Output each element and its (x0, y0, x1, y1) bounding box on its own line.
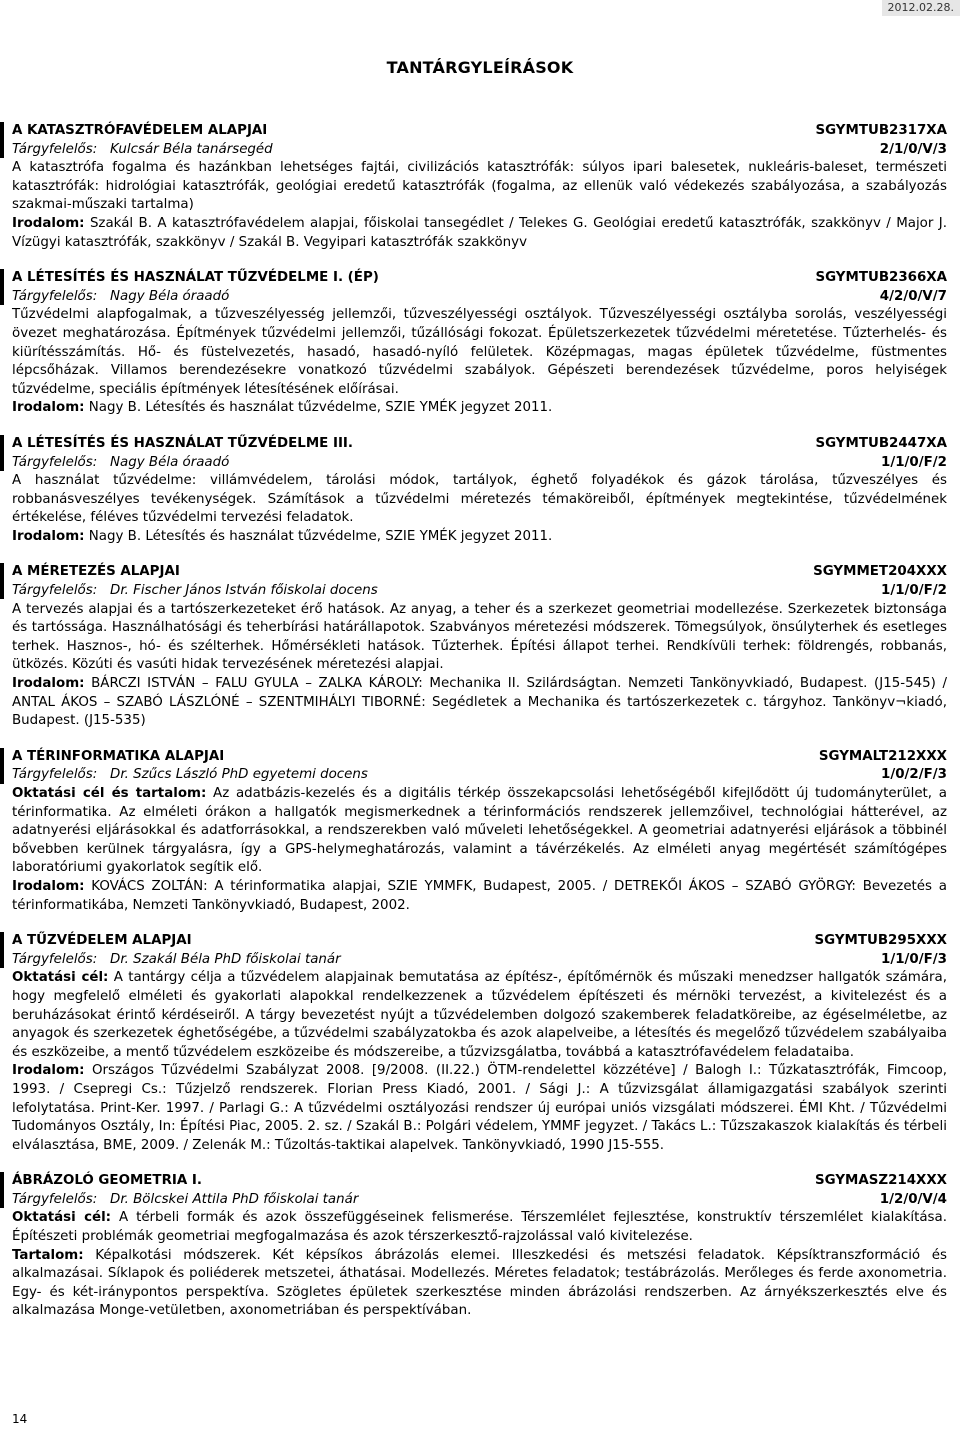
course-header-row (12, 122, 947, 141)
course-responsible-row (12, 1191, 947, 1210)
paragraph-text: A használat tűzvédelme: villámvédelem, tárolási módok, tartályok, éghető folyadékok és gázok tárolása, tűzveszélyes és robbanásveszélyes tevékenységek. Számítások a tűzvédelmi méretezés témaköreiből, építmények megtekintése, tűzvédelmének értékelése, féléves tűzvédelmi tervezési feladatok. (12, 473, 947, 526)
course-code: SGYMTUB2317XA (815, 123, 947, 138)
course-code: SGYMMET204XXX (813, 564, 947, 580)
paragraph-text: A tervezés alapjai és a tartószerkezeteket érő hatások. Az anyag, a teher és a szerkezet geometriai modellezése. Szerkezetek biztonsága és tartóssága. Használhatósági és teherbírási határállapotok. Szabványos méretezési módszerek. Tömegsúlyok, önsúlyterhek és esetleges terhek. Hasznos-, hó- és szélterhek. Hőmérsékleti hatások. Tűzterhek. Építési állapot terhei. Rendkívüli terhek: földrengés, robbanás, ütközés. Közúti és vasúti hidak tervezésének méretezési alapjai. (12, 601, 947, 673)
course-labeled-paragraph (12, 399, 947, 418)
course-description (12, 601, 947, 675)
course-header-row (12, 748, 947, 767)
paragraph-text: Nagy B. Létesítés és használat tűzvédelme, SZIE YMÉK jegyzet 2011. (88, 528, 553, 544)
course-header-row (12, 932, 947, 951)
paragraph-text: A tantárgy célja a tűzvédelem alapjainak bemutatása az építész-, építőmérnök és műszaki menedzser hallgatók számára, hogy megfelelő elméleti és gyakorlati alapokkal rendelkezzenek a tűzvédelem építészeti és mérnöki tervezést, a kivitelezést és a beruházásokat érintő kérdéseiről. A tárgy bevezetést nyújt a tűzvédelemben dolgozó szakemberek feladatköreibe, az égéselméletbe, az anyagok és szerkezetek éghetőségébe, a tűzvédelmi szabályzatokba és azok alapelveibe, a létesítés és megelőző tűzvédelem szabályaiba és eszközeibe, a mentő tűzvédelem eszközeibe és módszereibe, a tűzvizsgálatba, továbbá a katasztrófavédelem feladataiba. (12, 970, 947, 1060)
paragraph-label: Irodalom: (12, 400, 85, 416)
course-responsible-row (12, 766, 947, 785)
responsible-name: Dr. Szűcs László PhD egyetemi docens (110, 767, 368, 783)
course-responsible (12, 141, 273, 160)
paragraph-label: Irodalom: (12, 215, 85, 231)
course-title: A TŰZVÉDELEM ALAPJAI (12, 933, 192, 949)
responsible-name: Nagy Béla óraadó (110, 454, 230, 470)
print-date: 2012.02.28. (882, 0, 960, 16)
paragraph-text: A térbeli formák és azok összefüggéseinek felismerése. Térszemlélet fejlesztése, konstruktív térszemlélet kialakítása. Építészeti problémák geometriai megfogalmazása és azok térszerkesztő-rajzolással való kivitelezése. (12, 1210, 947, 1245)
paragraph-label: Irodalom: (12, 1063, 85, 1079)
responsible-name: Kulcsár Béla tanársegéd (110, 141, 273, 157)
course-code: SGYMTUB2447XA (815, 435, 947, 451)
paragraph-label: Irodalom: (12, 676, 85, 692)
course-description (12, 159, 947, 215)
course-description (12, 472, 947, 528)
course-labeled-paragraph (12, 675, 947, 731)
course-credits: 1/1/0/F/2 (881, 583, 947, 599)
responsible-name: Dr. Szakál Béla PhD főiskolai tanár (110, 951, 341, 967)
paragraph-text: Szakál B. A katasztrófavédelem alapjai, főiskolai tansegédlet / Telekes G. Geológiai eredetű katasztrófák, szakkönyv / Major J. Vízügyi katasztrófák, szakkönyv / Szakál B. Vegyipari katasztrófák szakkönyv (12, 215, 947, 250)
course-section (12, 435, 947, 547)
course-credits: 1/1/0/F/2 (881, 454, 947, 470)
paragraph-label: Oktatási cél és tartalom: (12, 786, 207, 801)
course-title: ÁBRÁZOLÓ GEOMETRIA I. (12, 1173, 202, 1189)
course-title: A MÉRETEZÉS ALAPJAI (12, 564, 180, 580)
responsible-label: Tárgyfelelős: (12, 141, 98, 157)
course-labeled-paragraph (12, 785, 947, 878)
course-list (12, 122, 947, 1338)
course-title: A LÉTESÍTÉS ÉS HASZNÁLAT TŰZVÉDELME I. (ÉP) (12, 270, 379, 286)
paragraph-label: Tartalom: (12, 1247, 84, 1263)
course-section (12, 1172, 947, 1321)
course-credits: 1/0/2/F/3 (881, 767, 947, 783)
responsible-label: Tárgyfelelős: (12, 454, 98, 470)
course-section (12, 932, 947, 1155)
course-title: A LÉTESÍTÉS ÉS HASZNÁLAT TŰZVÉDELME III. (12, 435, 353, 451)
course-header-row (12, 563, 947, 582)
course-labeled-paragraph (12, 1062, 947, 1155)
course-responsible-row (12, 454, 947, 473)
responsible-label: Tárgyfelelős: (12, 1191, 98, 1207)
course-section (12, 563, 947, 730)
course-labeled-paragraph (12, 215, 947, 252)
paragraph-label: Oktatási cél: (12, 1210, 112, 1226)
course-responsible-row (12, 288, 947, 307)
paragraph-label: Irodalom: (12, 878, 85, 894)
paragraph-text: KOVÁCS ZOLTÁN: A térinformatika alapjai, SZIE YMMFK, Budapest, 2005. / DETREKŐI ÁKOS – SZABÓ GYÖRGY: Bevezetés a térinformatikába, Nemzeti Tankönyvkiadó, Budapest, 2002. (12, 878, 947, 913)
responsible-label: Tárgyfelelős: (12, 288, 98, 304)
course-description (12, 306, 947, 399)
paragraph-label: Oktatási cél: (12, 970, 109, 986)
responsible-label: Tárgyfelelős: (12, 583, 98, 599)
paragraph-text: Az adatbázis-kezelés és a digitális térkép összekapcsolási lehetőségéből kifejlődött új tudományterület, a térinformatika. Az elméleti órákon a hallgatók megismerkednek a térinformációs rendszerek jellemzőivel, technológiai hátterével, az adatnyerési eljárásokkal és adatforrásokkal, a rendszerekben való műveleti lehetőségekkel. A geometriai adatnyerési eljárások a többinél bővebben kerülnek tárgyalásra, így a GPS-helymeghatározás, valamint a távérzékelés. Az elméleti anyag megértését számítógépes laboratóriumi gyakorlatok segítik elő. (12, 786, 947, 876)
page-title: TANTÁRGYLEÍRÁSOK (386, 58, 574, 77)
paragraph-text: Nagy B. Létesítés és használat tűzvédelme, SZIE YMÉK jegyzet 2011. (88, 400, 553, 416)
course-code: SGYMTUB2366XA (815, 270, 947, 286)
course-credits: 4/2/0/V/7 (879, 288, 947, 304)
course-responsible (12, 951, 341, 970)
course-responsible-row (12, 141, 947, 160)
course-title: A TÉRINFORMATIKA ALAPJAI (12, 748, 225, 764)
page-number: 14 (12, 1412, 28, 1426)
course-credits: 1/2/0/V/4 (879, 1191, 947, 1207)
responsible-name: Nagy Béla óraadó (110, 288, 230, 304)
course-title: A KATASZTRÓFAVÉDELEM ALAPJAI (12, 123, 268, 138)
course-labeled-paragraph (12, 1247, 947, 1321)
course-responsible (12, 1191, 358, 1210)
paragraph-label: Irodalom: (12, 528, 85, 544)
course-labeled-paragraph (12, 528, 947, 547)
paragraph-text: Országos Tűzvédelmi Szabályzat 2008. [9/2008. (II.22.) ÖTM-rendelettel közzétéve] / Balogh I.: Tűzkatasztrófák, Fimcoop, 1993. / Csepregi Cs.: Tűzjelző rendszerek. Florian Press Kiadó, 2001. / Sági J.: A tűzvizsgálat államigazgatási szabályok szerinti lefolytatása. Print-Ker. 1997. / Parlagi G.: A tűzvédelmi osztályozási rendszer új európai uniós vizsgálati módszerei. ÉMI Kht. / Tűzvédelmi Tudományos Osztály, In: Építési Piac, 2005. 2. sz. / Szakál B.: Polgári védelem, YMMF jegyzet. / Takács L.: Tűzszakaszok kialakítás és térbeli elválasztása, BME, 2009. / Zelenák M.: Tűzoltás-taktikai alapelvek. Tankönyvkiadó, 1990 J15-555. (12, 1063, 947, 1153)
course-header-row (12, 435, 947, 454)
paragraph-text: BÁRCZI ISTVÁN – FALU GYULA – ZALKA KÁROLY: Mechanika II. Szilárdságtan. Nemzeti Tankönyvkiadó, Budapest. (J15-545) / ANTAL ÁKOS – SZABÓ LÁSZLÓNÉ – SZENTMIHÁLYI TIBORNÉ: Segédletek a Mechanika és tartószerkezetek c. tárgyhoz. Tankönyv¬kiadó, Budapest. (J15-535) (12, 676, 947, 729)
course-code: SGYMTUB295XXX (814, 933, 947, 949)
responsible-label: Tárgyfelelős: (12, 951, 98, 967)
paragraph-text: Képalkotási módszerek. Két képsíkos ábrázolás elemei. Illeszkedési és metszési feladatok. Képsíktranszformáció és alkalmazásai. Síklapok és poliéderek metszetei, áthatásai. Modellezés. Méretes feladatok; testábrázolás. Merőleges és ferde axonometria. Egy- és két-iránypontos perspektíva. Szögletes épületek szerkesztése minden ábrázolási rendszerben. Az árnyékszerkesztés elve és alkalmazása Monge-vetületben, axonometriában és perspektívában. (12, 1247, 947, 1319)
course-credits: 2/1/0/V/3 (879, 141, 947, 157)
course-labeled-paragraph (12, 969, 947, 1062)
course-header-row (12, 269, 947, 288)
course-labeled-paragraph (12, 1209, 947, 1246)
course-responsible (12, 454, 229, 473)
course-responsible (12, 582, 378, 601)
responsible-name: Dr. Fischer János István főiskolai docens (110, 583, 378, 599)
course-code: SGYMALT212XXX (818, 748, 947, 764)
course-header-row (12, 1172, 947, 1191)
responsible-name: Dr. Bölcskei Attila PhD főiskolai tanár (110, 1191, 359, 1207)
paragraph-text: A katasztrófa fogalma és hazánkban lehetséges fajtái, civilizációs katasztrófák: súlyos ipari balesetek, nukleáris-baleset, természeti katasztrófák: hidrológiai katasztrófák, geológiai eredetű katasztrófák (fogalma, az ellenük való védekezés szabályozása, a szabályozás szakmai-műszaki tartalma) (12, 160, 947, 213)
course-responsible-row (12, 951, 947, 970)
course-section (12, 122, 947, 252)
course-credits: 1/1/0/F/3 (881, 951, 947, 967)
course-labeled-paragraph (12, 878, 947, 915)
responsible-label: Tárgyfelelős: (12, 767, 98, 783)
course-responsible-row (12, 582, 947, 601)
course-responsible (12, 288, 229, 307)
course-code: SGYMASZ214XXX (814, 1173, 947, 1189)
course-section (12, 269, 947, 418)
course-section (12, 748, 947, 915)
paragraph-text: Tűzvédelmi alapfogalmak, a tűzveszélyesség jellemzői, tűzveszélyességi osztályok. Tűzveszélyességi osztályba sorolás, veszélyességi övezet meghatározása. Építmények tűzvédelmi jellemzői, tűzállósági fokozat. Épületszerkezetek tűzvédelmi méretetése. Tűzterhelés- és kiürítésszámítás. Hő- és füstelvezetés, hasadó, hasadó-nyíló felületek. Középmagas, magas épületek tűzvédelme, füstmentes lépcsőházak. Villamos berendezésekre vonatkozó tűzvédelmi szabályok. Gépészeti berendezések tűzvédelme, poros helyiségek tűzvédelme, speciális építmények létesítésének előírásai. (12, 307, 947, 397)
course-responsible (12, 766, 368, 785)
